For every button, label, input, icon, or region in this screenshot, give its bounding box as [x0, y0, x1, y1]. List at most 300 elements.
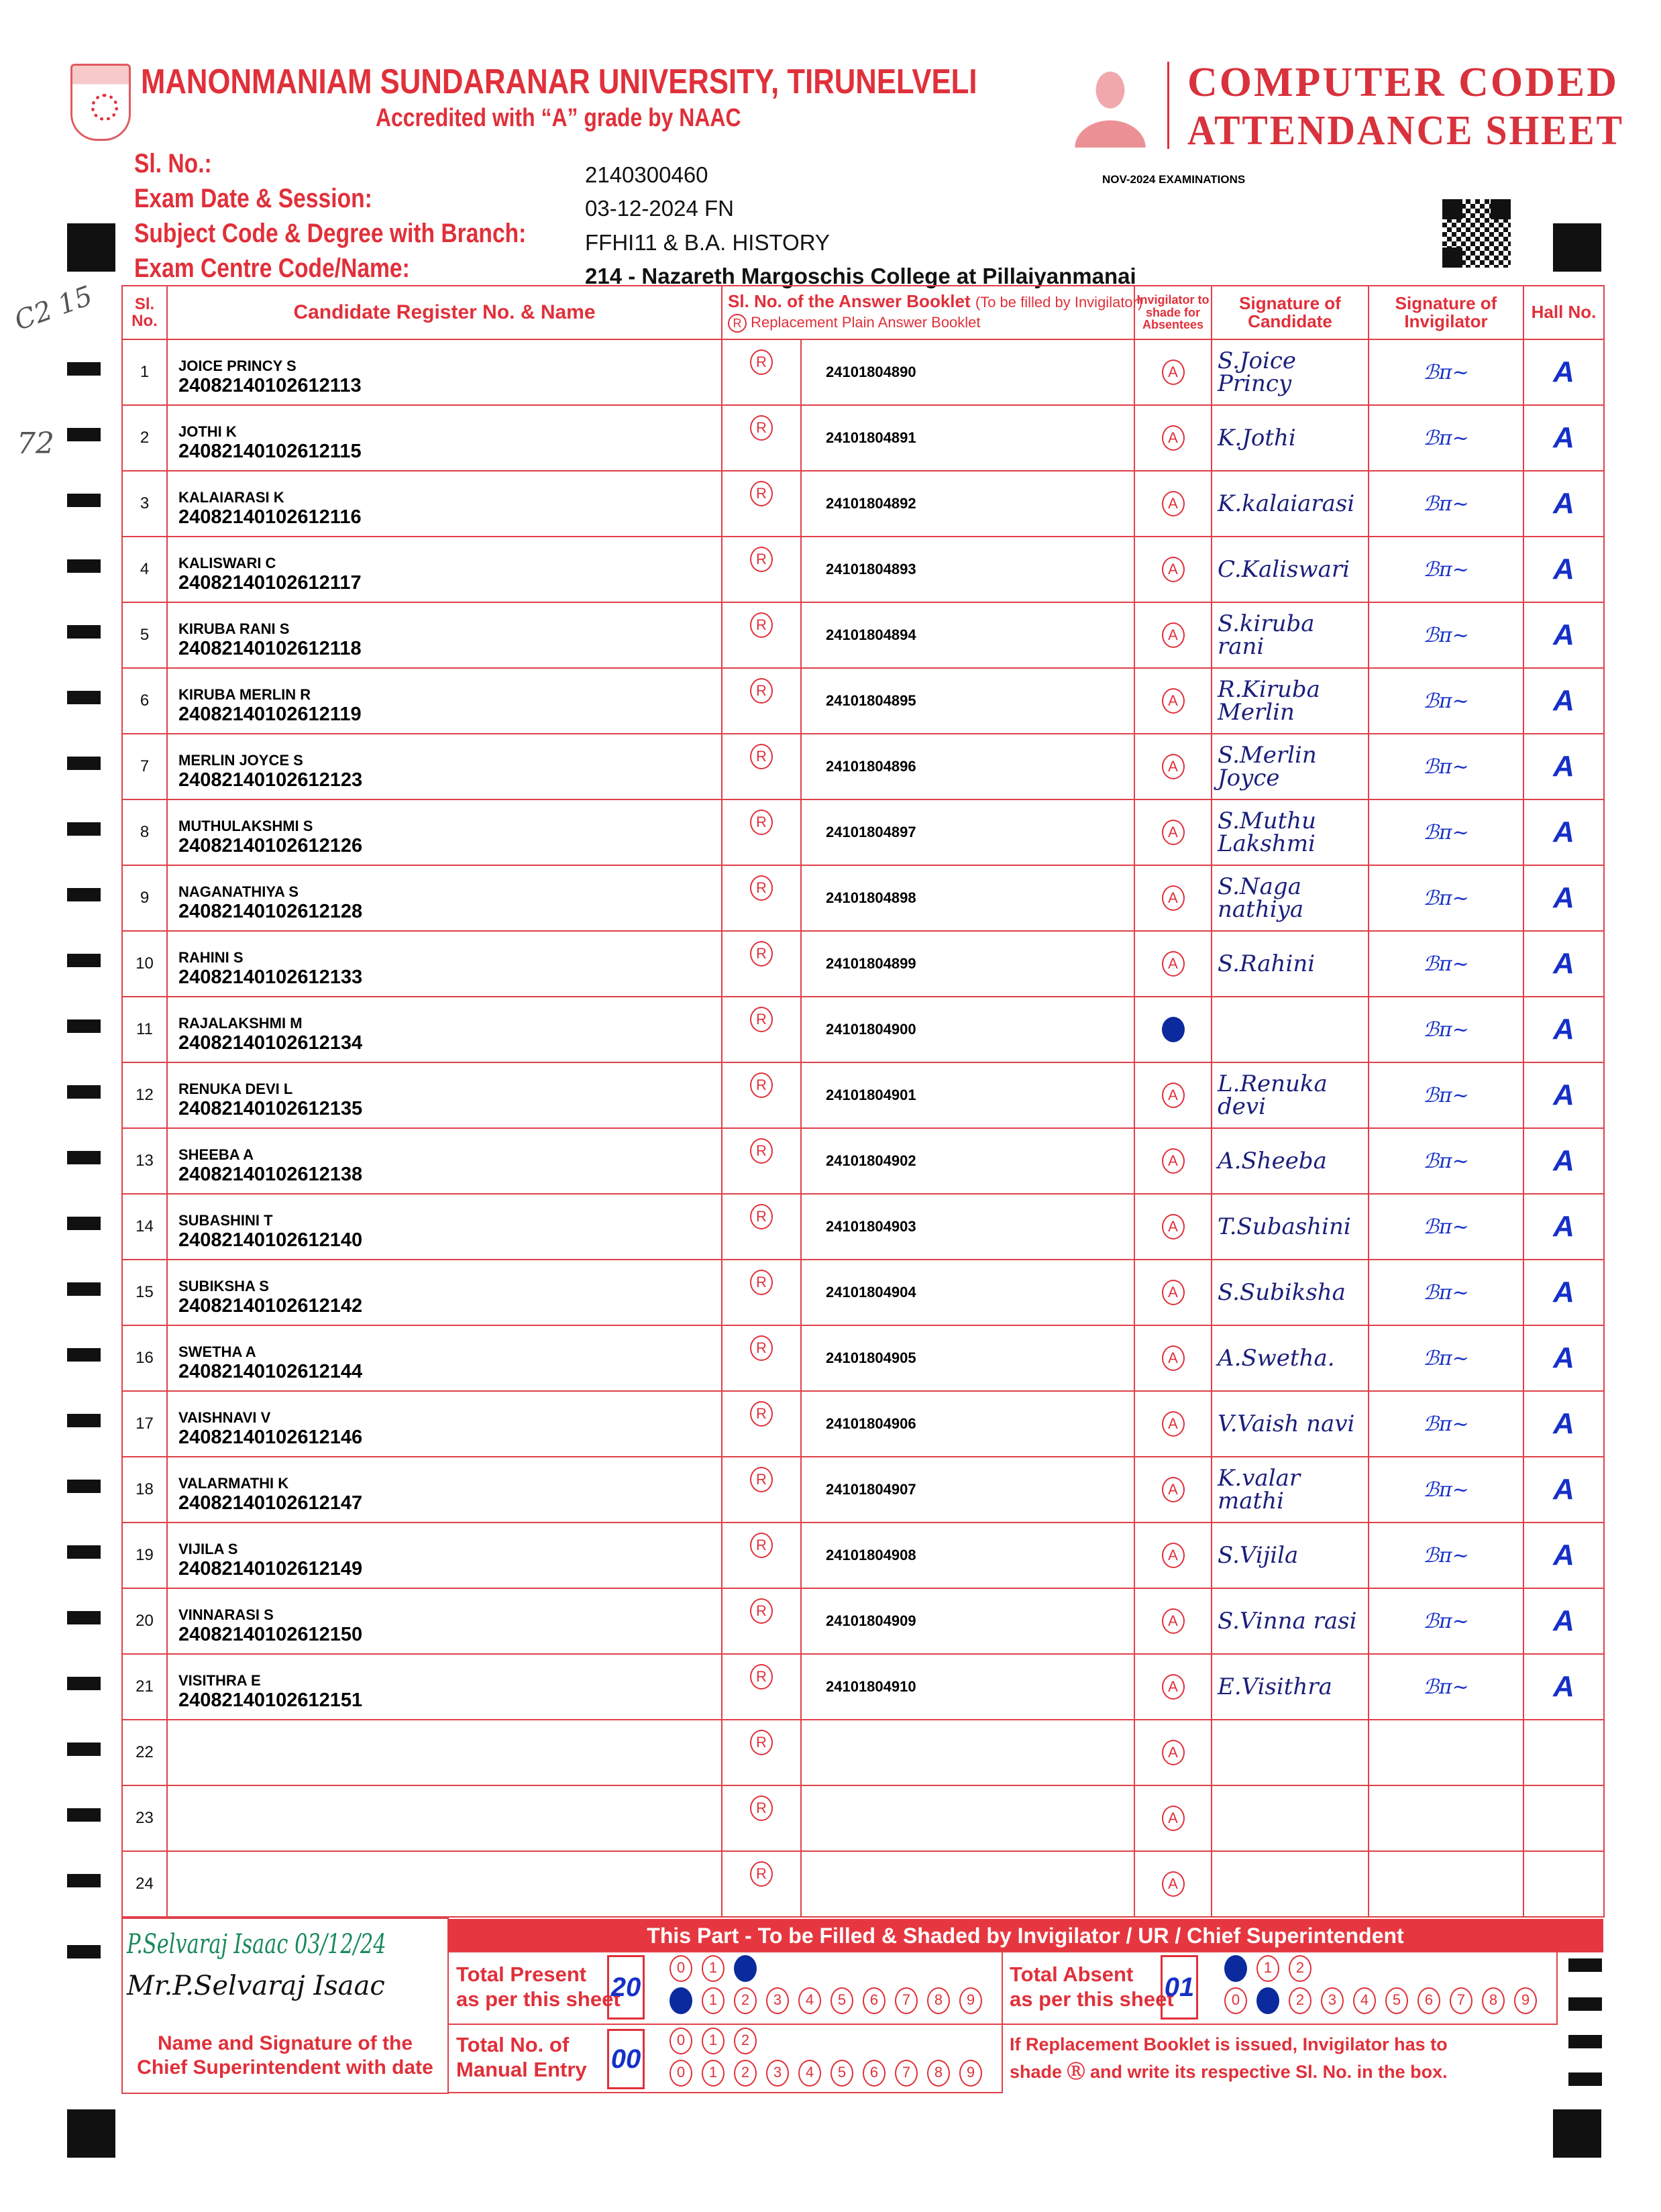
- candidate-name: KIRUBA RANI S: [178, 620, 290, 637]
- absent-bubble[interactable]: A: [1162, 1608, 1185, 1634]
- replacement-bubble[interactable]: R: [750, 1072, 773, 1098]
- register-number: 24082140102612151: [178, 1689, 363, 1711]
- registration-mark: [67, 223, 115, 272]
- register-number: 24082140102612117: [178, 571, 362, 594]
- row-sl: 7: [122, 734, 167, 799]
- chief-name-handwritten: Mr.P.Selvaraj Isaac: [127, 1971, 385, 2001]
- row-sl: 8: [122, 799, 167, 865]
- row-sl: 24: [122, 1851, 167, 1917]
- manual-bubbles[interactable]: [669, 2028, 982, 2087]
- replacement-bubble[interactable]: R: [750, 810, 773, 835]
- invigilator-signature: ℬπ~: [1369, 471, 1523, 537]
- candidate-signature: C.Kaliswari: [1212, 537, 1369, 602]
- candidate-cell: [167, 1785, 722, 1851]
- booklet-number: 24101804891: [801, 405, 1134, 471]
- total-absent-label-2: as per this sheet: [1010, 1987, 1174, 2011]
- digit-bubble[interactable]: 1: [702, 1987, 725, 2014]
- absent-cell: [1134, 339, 1212, 405]
- invigilator-signature: ℬπ~: [1369, 1062, 1523, 1128]
- manual-entry-label: [456, 2032, 587, 2082]
- candidate-signature: K.valar mathi: [1212, 1457, 1369, 1523]
- candidate-cell: [167, 799, 722, 865]
- table-row: [122, 602, 1604, 668]
- col-absent: Invigilator to shade for Absentees: [1134, 286, 1212, 339]
- absent-bubble[interactable]: A: [1162, 1674, 1185, 1700]
- replacement-bubble[interactable]: R: [750, 415, 773, 441]
- register-number: 24082140102612147: [178, 1492, 363, 1514]
- hall-number: A: [1523, 1457, 1604, 1523]
- digit-bubble[interactable]: 1: [702, 2060, 725, 2087]
- founder-portrait: [1067, 59, 1154, 148]
- digit-bubble[interactable]: 0: [669, 1955, 692, 1982]
- table-row: [122, 1785, 1604, 1851]
- replacement-cell: [722, 1128, 801, 1194]
- candidate-signature: S.Vinna rasi: [1212, 1588, 1369, 1654]
- chief-label-line1: Name and Signature of the: [157, 2032, 413, 2054]
- candidate-cell: [167, 1128, 722, 1194]
- col-sig-candidate: Signature of Candidate: [1212, 286, 1369, 339]
- absent-bubble[interactable]: A: [1162, 1280, 1185, 1305]
- absent-bubble[interactable]: A: [1162, 425, 1185, 451]
- candidate-signature: A.Sheeba: [1212, 1128, 1369, 1194]
- replacement-cell: [722, 602, 801, 668]
- booklet-number: 24101804898: [801, 865, 1134, 931]
- register-number: 24082140102612133: [178, 966, 363, 988]
- candidate-name: RENUKA DEVI L: [178, 1080, 293, 1097]
- hall-number: A: [1523, 1260, 1604, 1325]
- digit-bubble[interactable]: 2: [734, 2060, 757, 2087]
- digit-bubble[interactable]: 6: [863, 2060, 886, 2087]
- candidate-name: SHEEBA A: [178, 1146, 254, 1163]
- absent-bubble[interactable]: A: [1162, 1083, 1185, 1108]
- absent-bubble[interactable]: A: [1162, 360, 1185, 385]
- replacement-bubble[interactable]: R: [750, 1730, 773, 1755]
- replacement-cell: [722, 799, 801, 865]
- replacement-bubble[interactable]: R: [750, 1598, 773, 1624]
- invigilator-signature: ℬπ~: [1369, 997, 1523, 1062]
- digit-bubble[interactable]: 4: [798, 2060, 821, 2087]
- row-sl: 4: [122, 537, 167, 602]
- replacement-cell: [722, 1325, 801, 1391]
- invigilator-signature: ℬπ~: [1369, 1194, 1523, 1260]
- absent-bubble[interactable]: A: [1162, 1477, 1185, 1502]
- accreditation-text: Accredited with “A” grade by NAAC: [376, 104, 741, 132]
- absent-bubble[interactable]: A: [1162, 820, 1185, 845]
- candidate-cell: [167, 1588, 722, 1654]
- timing-mark: [67, 1480, 101, 1493]
- present-bubbles[interactable]: [669, 1955, 982, 2014]
- absent-bubble[interactable]: A: [1162, 754, 1185, 779]
- candidate-name: SWETHA A: [178, 1343, 256, 1360]
- register-number: 24082140102612119: [178, 703, 362, 725]
- row-sl: 13: [122, 1128, 167, 1194]
- row-sl: 11: [122, 997, 167, 1062]
- total-absent-label-1: Total Absent: [1010, 1962, 1134, 1986]
- digit-bubble[interactable]: 4: [798, 1987, 821, 2014]
- candidate-cell: [167, 931, 722, 997]
- timing-mark: [67, 1545, 101, 1559]
- timing-mark: [1568, 1958, 1602, 1972]
- timing-mark: [67, 1808, 101, 1822]
- replacement-bubble[interactable]: R: [750, 349, 773, 375]
- table-row: [122, 1720, 1604, 1785]
- digit-bubble[interactable]: 2: [1289, 1987, 1311, 2014]
- hall-number: A: [1523, 537, 1604, 602]
- col-sig-invigilator: Signature of Invigilator: [1369, 286, 1523, 339]
- digit-bubble[interactable]: 7: [1450, 1987, 1472, 2014]
- col-booklet: [722, 286, 1143, 339]
- replacement-cell: [722, 471, 801, 537]
- total-present-label-2: as per this sheet: [456, 1987, 621, 2011]
- timing-mark: [67, 1151, 101, 1164]
- row-sl: 5: [122, 602, 167, 668]
- booklet-number: 24101804892: [801, 471, 1134, 537]
- field-label-centre: Exam Centre Code/Name:: [134, 254, 410, 283]
- candidate-signature: K.kalaiarasi: [1212, 471, 1369, 537]
- replacement-note-2: shade Ⓡ and write its respective Sl. No. in the box.: [1010, 2061, 1448, 2082]
- digit-bubble[interactable]: 2: [734, 1955, 757, 1982]
- replacement-cell: [722, 1457, 801, 1523]
- table-row: [122, 1523, 1604, 1588]
- table-header: [122, 286, 1604, 339]
- timing-mark: [67, 1282, 101, 1296]
- chief-signature: P.Selvaraj Isaac 03/12/24: [127, 1929, 386, 1960]
- digit-bubble[interactable]: 8: [1482, 1987, 1505, 2014]
- hall-number: A: [1523, 1062, 1604, 1128]
- digit-bubble[interactable]: 5: [830, 1987, 853, 2014]
- registration-mark: [1553, 2109, 1601, 2158]
- replacement-bubble[interactable]: R: [750, 1861, 773, 1887]
- candidate-name: KALISWARI C: [178, 554, 276, 571]
- absent-bubble[interactable]: A: [1162, 951, 1185, 977]
- replacement-cell: [722, 865, 801, 931]
- absent-cell: [1134, 1457, 1212, 1523]
- invigilator-signature: ℬπ~: [1369, 1325, 1523, 1391]
- row-sl: 6: [122, 668, 167, 734]
- digit-bubble[interactable]: 4: [1353, 1987, 1376, 2014]
- digit-bubble[interactable]: 6: [863, 1987, 886, 2014]
- candidate-name: [168, 1814, 721, 1823]
- absent-cell: [1134, 602, 1212, 668]
- replacement-cell: [722, 405, 801, 471]
- table-row: [122, 997, 1604, 1062]
- invigilator-signature: ℬπ~: [1369, 1260, 1523, 1325]
- absent-bubble[interactable]: A: [1162, 1214, 1185, 1239]
- digit-bubble[interactable]: 3: [1321, 1987, 1344, 2014]
- timing-mark: [67, 1945, 101, 1958]
- candidate-name: VINNARASI S: [178, 1606, 274, 1623]
- row-sl: 15: [122, 1260, 167, 1325]
- absent-cell: [1134, 1194, 1212, 1260]
- digit-bubble[interactable]: 8: [927, 1987, 950, 2014]
- hall-number: A: [1523, 1654, 1604, 1720]
- replacement-bubble[interactable]: R: [750, 1664, 773, 1690]
- candidate-cell: [167, 865, 722, 931]
- absent-bubble[interactable]: A: [1162, 557, 1185, 582]
- digit-bubble[interactable]: 9: [959, 2060, 982, 2087]
- candidate-signature: R.Kiruba Merlin: [1212, 668, 1369, 734]
- col-hall: Hall No.: [1523, 286, 1604, 339]
- digit-bubble[interactable]: 1: [702, 2028, 725, 2054]
- candidate-signature: S.Rahini: [1212, 931, 1369, 997]
- absent-bubble[interactable]: A: [1162, 1411, 1185, 1437]
- absent-bubble[interactable]: A: [1162, 1740, 1185, 1765]
- absent-cell: [1134, 1128, 1212, 1194]
- attendance-table: [121, 285, 1605, 1918]
- replacement-cell: [722, 734, 801, 799]
- replacement-bubble[interactable]: R: [750, 678, 773, 704]
- table-row: [122, 1851, 1604, 1917]
- candidate-cell: [167, 537, 722, 602]
- replacement-bubble[interactable]: R: [750, 1007, 773, 1032]
- candidate-signature: S.Joice Princy: [1212, 339, 1369, 405]
- register-number: 24082140102612135: [178, 1097, 363, 1119]
- row-sl: 3: [122, 471, 167, 537]
- digit-bubble[interactable]: 1: [1256, 1987, 1279, 2014]
- row-sl: 20: [122, 1588, 167, 1654]
- replacement-cell: [722, 1523, 801, 1588]
- replacement-r-icon: R: [728, 314, 747, 333]
- table-row: [122, 1654, 1604, 1720]
- replacement-bubble[interactable]: R: [750, 1401, 773, 1427]
- replacement-cell: [722, 1654, 801, 1720]
- booklet-number: [801, 1720, 1134, 1785]
- hall-number: A: [1523, 471, 1604, 537]
- digit-bubble[interactable]: 5: [830, 2060, 853, 2087]
- absent-cell: [1134, 1654, 1212, 1720]
- replacement-bubble[interactable]: R: [750, 875, 773, 901]
- table-row: [122, 668, 1604, 734]
- field-value-exam-date: 03-12-2024 FN: [585, 196, 734, 221]
- digit-bubble[interactable]: 0: [669, 1987, 692, 2014]
- hall-number: A: [1523, 1588, 1604, 1654]
- timing-mark: [67, 1743, 101, 1756]
- table-row: [122, 537, 1604, 602]
- replacement-bubble[interactable]: R: [750, 1467, 773, 1492]
- field-value-sl-no: 2140300460: [585, 162, 708, 187]
- absent-bubble[interactable]: A: [1162, 1345, 1185, 1371]
- timing-mark: [67, 1611, 101, 1624]
- total-present-label: [456, 1962, 621, 2011]
- replacement-cell: [722, 997, 801, 1062]
- digit-bubble[interactable]: 3: [766, 1987, 789, 2014]
- replacement-bubble[interactable]: R: [750, 1795, 773, 1821]
- absent-bubble[interactable]: A: [1162, 1017, 1185, 1042]
- booklet-number: 24101804903: [801, 1194, 1134, 1260]
- field-label-subject: Subject Code & Degree with Branch:: [134, 219, 527, 248]
- booklet-number: 24101804897: [801, 799, 1134, 865]
- chief-label-line2: Chief Superintendent with date: [137, 2056, 433, 2079]
- digit-bubble[interactable]: 8: [927, 2060, 950, 2087]
- table-row: [122, 405, 1604, 471]
- table-row: [122, 931, 1604, 997]
- replacement-cell: [722, 1260, 801, 1325]
- timing-mark: [67, 1677, 101, 1690]
- hall-number: A: [1523, 602, 1604, 668]
- candidate-name: MERLIN JOYCE S: [178, 751, 303, 769]
- digit-bubble[interactable]: 0: [1224, 1987, 1247, 2014]
- absent-bubble[interactable]: A: [1162, 1148, 1185, 1174]
- invigilator-signature: [1369, 1785, 1523, 1851]
- register-number: 24082140102612123: [178, 769, 363, 791]
- replacement-bubble[interactable]: R: [750, 481, 773, 506]
- replacement-cell: [722, 537, 801, 602]
- margin-note: C2 15: [10, 280, 97, 337]
- booklet-number: 24101804896: [801, 734, 1134, 799]
- invigilator-signature: ℬπ~: [1369, 1523, 1523, 1588]
- table-row: [122, 1325, 1604, 1391]
- invigilator-signature: ℬπ~: [1369, 1588, 1523, 1654]
- candidate-signature: [1212, 1720, 1369, 1785]
- manual-entry-label-1: Total No. of: [456, 2033, 570, 2056]
- booklet-number: 24101804893: [801, 537, 1134, 602]
- candidate-name: JOTHI K: [178, 423, 237, 440]
- candidate-cell: [167, 1260, 722, 1325]
- table-row: [122, 1588, 1604, 1654]
- replacement-cell: [722, 1391, 801, 1457]
- absent-bubble[interactable]: A: [1162, 1871, 1185, 1897]
- absent-bubbles[interactable]: [1224, 1955, 1537, 2014]
- hall-number: A: [1523, 405, 1604, 471]
- table-row: [122, 1457, 1604, 1523]
- digit-bubble[interactable]: 7: [895, 1987, 918, 2014]
- hall-number: [1523, 1851, 1604, 1917]
- candidate-name: [168, 1748, 721, 1757]
- digit-bubble[interactable]: 1: [702, 1955, 725, 1982]
- candidate-name: VALARMATHI K: [178, 1474, 289, 1492]
- hall-number: A: [1523, 668, 1604, 734]
- candidate-signature: S.Muthu Lakshmi: [1212, 799, 1369, 865]
- row-sl: 23: [122, 1785, 167, 1851]
- candidate-cell: [167, 602, 722, 668]
- hall-number: [1523, 1720, 1604, 1785]
- booklet-number: [801, 1851, 1134, 1917]
- booklet-number: 24101804907: [801, 1457, 1134, 1523]
- booklet-number: 24101804910: [801, 1654, 1134, 1720]
- digit-bubble[interactable]: 9: [959, 1987, 982, 2014]
- booklet-number: 24101804890: [801, 339, 1134, 405]
- replacement-bubble[interactable]: R: [750, 941, 773, 966]
- footer-band: This Part - To be Filled & Shaded by Invigilator / UR / Chief Superintendent: [447, 1919, 1603, 1952]
- replacement-bubble[interactable]: R: [750, 744, 773, 769]
- absent-cell: [1134, 734, 1212, 799]
- col-candidate: Candidate Register No. & Name: [167, 286, 722, 339]
- digit-bubble[interactable]: 3: [766, 2060, 789, 2087]
- invigilator-signature: ℬπ~: [1369, 668, 1523, 734]
- manual-entry-field[interactable]: 00: [607, 2029, 645, 2089]
- invigilator-signature: ℬπ~: [1369, 1654, 1523, 1720]
- absent-cell: [1134, 997, 1212, 1062]
- absent-bubble[interactable]: A: [1162, 622, 1185, 648]
- replacement-bubble[interactable]: R: [750, 1138, 773, 1164]
- replacement-bubble[interactable]: R: [750, 1270, 773, 1295]
- replacement-bubble[interactable]: R: [750, 612, 773, 638]
- digit-bubble[interactable]: 2: [1289, 1955, 1311, 1982]
- register-number: 24082140102612134: [178, 1032, 363, 1054]
- timing-mark: [67, 1085, 101, 1099]
- digit-bubble[interactable]: 0: [1224, 1955, 1247, 1982]
- field-label-exam-date: Exam Date & Session:: [134, 184, 372, 213]
- table-row: [122, 1128, 1604, 1194]
- invigilator-signature: ℬπ~: [1369, 602, 1523, 668]
- absent-cell: [1134, 668, 1212, 734]
- replacement-bubble[interactable]: R: [750, 1204, 773, 1229]
- absent-bubble[interactable]: A: [1162, 1806, 1185, 1831]
- margin-note: 72: [17, 427, 54, 461]
- invigilator-signature: ℬπ~: [1369, 537, 1523, 602]
- field-value-centre: 214 - Nazareth Margoschis College at Pillaiyanmanai: [585, 264, 1136, 288]
- chief-label: [123, 2032, 447, 2080]
- booklet-number: 24101804901: [801, 1062, 1134, 1128]
- hall-number: A: [1523, 1194, 1604, 1260]
- university-name: MANONMANIAM SUNDARANAR UNIVERSITY, TIRUNELVELI: [141, 62, 977, 101]
- booklet-number: 24101804899: [801, 931, 1134, 997]
- booklet-number: 24101804905: [801, 1325, 1134, 1391]
- absent-cell: [1134, 1062, 1212, 1128]
- candidate-name: NAGANATHIYA S: [178, 883, 299, 900]
- absent-bubble[interactable]: A: [1162, 688, 1185, 714]
- table-row: [122, 799, 1604, 865]
- booklet-number: 24101804906: [801, 1391, 1134, 1457]
- table-row: [122, 1062, 1604, 1128]
- digit-bubble[interactable]: 0: [669, 2060, 692, 2087]
- digit-bubble[interactable]: 0: [669, 2028, 692, 2054]
- total-present-field[interactable]: 20: [607, 1955, 645, 2020]
- invigilator-signature: [1369, 1851, 1523, 1917]
- digit-bubble[interactable]: 7: [895, 2060, 918, 2087]
- register-number: 24082140102612118: [178, 637, 362, 659]
- invigilator-signature: ℬπ~: [1369, 1457, 1523, 1523]
- absent-cell: [1134, 1720, 1212, 1785]
- absent-bubble[interactable]: A: [1162, 1543, 1185, 1568]
- invigilator-signature: ℬπ~: [1369, 799, 1523, 865]
- table-row: [122, 1391, 1604, 1457]
- absent-bubble[interactable]: A: [1162, 885, 1185, 911]
- absent-cell: [1134, 1391, 1212, 1457]
- candidate-cell: [167, 405, 722, 471]
- candidate-name: KALAIARASI K: [178, 488, 284, 506]
- candidate-signature: E.Visithra: [1212, 1654, 1369, 1720]
- replacement-bubble[interactable]: R: [750, 547, 773, 572]
- digit-bubble[interactable]: 5: [1385, 1987, 1408, 2014]
- table-row: [122, 734, 1604, 799]
- candidate-cell: [167, 339, 722, 405]
- row-sl: 19: [122, 1523, 167, 1588]
- total-absent-field[interactable]: 01: [1161, 1955, 1198, 2020]
- row-sl: 14: [122, 1194, 167, 1260]
- candidate-cell: [167, 1851, 722, 1917]
- digit-bubble[interactable]: 1: [1256, 1955, 1279, 1982]
- candidate-signature: T.Subashini: [1212, 1194, 1369, 1260]
- candidate-signature: L.Renuka devi: [1212, 1062, 1369, 1128]
- hall-number: A: [1523, 1523, 1604, 1588]
- absent-bubble[interactable]: A: [1162, 491, 1185, 516]
- replacement-bubble[interactable]: R: [750, 1335, 773, 1361]
- digit-bubble[interactable]: 2: [734, 1987, 757, 2014]
- absent-cell: [1134, 799, 1212, 865]
- candidate-name: JOICE PRINCY S: [178, 357, 297, 374]
- manual-entry-label-2: Manual Entry: [456, 2058, 587, 2082]
- digit-bubble[interactable]: 9: [1514, 1987, 1537, 2014]
- row-sl: 2: [122, 405, 167, 471]
- replacement-cell: [722, 1062, 801, 1128]
- digit-bubble[interactable]: 6: [1417, 1987, 1440, 2014]
- digit-bubble[interactable]: 2: [734, 2028, 757, 2054]
- replacement-bubble[interactable]: R: [750, 1533, 773, 1558]
- row-sl: 22: [122, 1720, 167, 1785]
- replacement-cell: [722, 1851, 801, 1917]
- replacement-cell: [722, 668, 801, 734]
